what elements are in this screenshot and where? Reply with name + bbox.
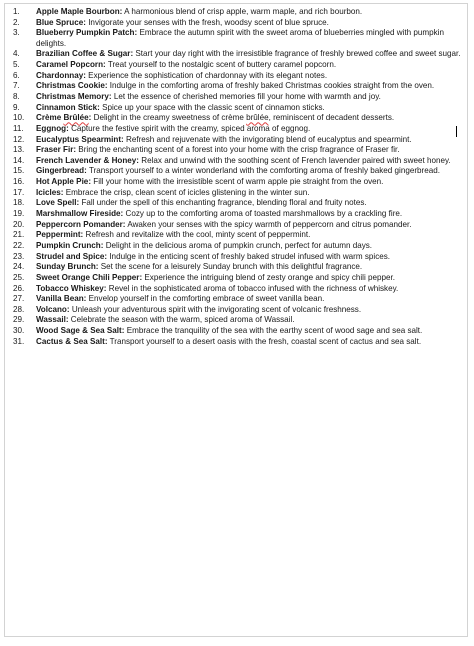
list-item-text xyxy=(36,60,461,71)
scent-description: Envelop yourself in the comforting embrace of sweet vanilla bean. xyxy=(88,294,325,304)
scent-name: Blue Spruce: xyxy=(36,17,86,27)
list-item xyxy=(9,92,461,103)
list-number: 1. xyxy=(13,7,20,16)
scent-name: Strudel and Spice: xyxy=(36,251,108,261)
scent-description: Let the essence of cherished memories fill your home with warmth and joy. xyxy=(113,91,381,101)
list-item xyxy=(9,337,461,348)
list-item xyxy=(9,315,461,326)
scent-name: Wassail: xyxy=(36,315,69,325)
scent-name: Peppercorn Pomander: xyxy=(36,219,126,229)
scent-name: Cactus & Sea Salt: xyxy=(36,336,108,346)
list-number: 10. xyxy=(13,113,25,123)
list-item-text xyxy=(36,177,461,188)
list-item-text xyxy=(36,81,461,92)
scent-description: Indulge in the enticing scent of freshly baked strudel infused with warm spices. xyxy=(109,251,391,261)
list-item xyxy=(9,145,461,156)
list-item xyxy=(9,124,461,135)
scent-description: Celebrate the season with the warm, spiced aroma of Wassail. xyxy=(70,315,295,325)
scent-name: Christmas Cookie: xyxy=(36,81,108,91)
list-item xyxy=(9,305,461,316)
list-item-text xyxy=(36,273,461,284)
scent-description: Indulge in the comforting aroma of freshly baked Christmas cookies straight from the oven. xyxy=(109,81,435,91)
scent-name: Peppermint: xyxy=(36,230,84,240)
scent-description: Treat yourself to the nostalgic scent of buttery caramel popcorn. xyxy=(107,60,337,70)
scent-name: Caramel Popcorn: xyxy=(36,60,106,70)
scent-description: Fill your home with the irresistible scent of warm apple pie straight from the oven. xyxy=(93,177,384,187)
scent-description: Fall under the spell of this enchanting fragrance, blending floral and fruity notes. xyxy=(81,198,367,208)
list-item-text xyxy=(36,305,461,316)
text-cursor xyxy=(456,126,457,137)
list-item-text xyxy=(36,124,461,135)
list-number: 16. xyxy=(13,177,25,187)
scent-name: Brazilian Coffee & Sugar: xyxy=(36,49,134,59)
list-item-text xyxy=(36,71,461,82)
list-item-text xyxy=(36,294,461,305)
list-item-text xyxy=(36,113,461,124)
list-item-text xyxy=(36,337,461,348)
scent-description: Delight in the creamy sweetness of crème brûlée, reminiscent of decadent desserts. xyxy=(93,113,395,123)
scent-name: Chardonnay: xyxy=(36,70,86,80)
scent-description: Revel in the sophisticated aroma of tobacco infused with the richness of whiskey. xyxy=(108,283,399,293)
list-number: 21. xyxy=(13,230,25,240)
scent-description: Refresh and rejuvenate with the invigorating blend of eucalyptus and spearmint. xyxy=(125,134,412,144)
scent-name: Icicles: xyxy=(36,187,64,197)
scent-description: Spice up your space with the classic scent of cinnamon sticks. xyxy=(102,102,325,112)
list-number: 12. xyxy=(13,134,25,144)
list-item-text xyxy=(36,198,461,209)
list-item xyxy=(9,273,461,284)
list-item-text xyxy=(36,49,461,60)
list-number: 30. xyxy=(13,326,25,336)
list-number: 5. xyxy=(13,60,20,70)
scent-name: Eggnog: xyxy=(36,123,69,133)
list-number: 4. xyxy=(13,49,20,59)
scent-name: French Lavender & Honey: xyxy=(36,155,139,165)
scent-list xyxy=(9,7,461,347)
list-item xyxy=(9,252,461,263)
scent-description: Transport yourself to a desert oasis with the fresh, coastal scent of cactus and sea salt. xyxy=(109,336,422,346)
list-number: 20. xyxy=(13,219,25,229)
list-number: 29. xyxy=(13,315,25,325)
list-number: 17. xyxy=(13,187,25,197)
scent-description: Experience the sophistication of chardonnay with its elegant notes. xyxy=(88,70,328,80)
list-item xyxy=(9,241,461,252)
list-item xyxy=(9,81,461,92)
list-number: 28. xyxy=(13,304,25,314)
list-item-text xyxy=(36,166,461,177)
list-item xyxy=(9,113,461,124)
list-item-text xyxy=(36,18,461,29)
list-item xyxy=(9,49,461,60)
list-number: 27. xyxy=(13,294,25,304)
list-item-text xyxy=(36,103,461,114)
list-number: 11. xyxy=(13,123,24,133)
list-item-text xyxy=(36,145,461,156)
list-number: 19. xyxy=(13,209,25,219)
list-item-text xyxy=(36,135,461,146)
list-number: 7. xyxy=(13,81,20,91)
list-item xyxy=(9,284,461,295)
list-item-text xyxy=(36,7,461,18)
list-number: 22. xyxy=(13,240,25,250)
scent-name: Tobacco Whiskey: xyxy=(36,283,107,293)
list-item xyxy=(9,156,461,167)
scent-name: Fraser Fir: xyxy=(36,145,77,155)
scent-description: Embrace the autumn spirit with the sweet aroma of blueberries mingled with pumpkin delights. xyxy=(36,28,445,48)
list-number: 26. xyxy=(13,283,25,293)
scent-name: Vanilla Bean: xyxy=(36,294,87,304)
scent-description: Awaken your senses with the spicy warmth of peppercorn and citrus pomander. xyxy=(127,219,412,229)
scent-name: Sunday Brunch: xyxy=(36,262,99,272)
list-item-text xyxy=(36,209,461,220)
list-item-text xyxy=(36,92,461,103)
list-number: 18. xyxy=(13,198,25,208)
scent-description: Unleash your adventurous spirit with the invigorating scent of volcanic freshness. xyxy=(71,304,362,314)
list-number: 8. xyxy=(13,91,20,101)
list-number: 31. xyxy=(13,336,25,346)
list-item-text xyxy=(36,220,461,231)
scent-name: Blueberry Pumpkin Patch: xyxy=(36,28,138,38)
list-number: 13. xyxy=(13,145,25,155)
scent-name: Eucalyptus Spearmint: xyxy=(36,134,124,144)
list-item xyxy=(9,177,461,188)
list-item xyxy=(9,103,461,114)
list-number: 6. xyxy=(13,70,20,80)
list-item-text xyxy=(36,315,461,326)
scent-name: Pumpkin Crunch: xyxy=(36,240,104,250)
scent-name: Apple Maple Bourbon: xyxy=(36,7,123,16)
list-item xyxy=(9,198,461,209)
list-item-text xyxy=(36,230,461,241)
scent-name: Sweet Orange Chili Pepper: xyxy=(36,272,143,282)
list-item xyxy=(9,209,461,220)
list-item xyxy=(9,28,461,49)
document-page[interactable] xyxy=(4,3,468,637)
scent-description: Bring the enchanting scent of a forest into your home with the crisp fragrance of Fraser fir. xyxy=(78,145,400,155)
list-number: 9. xyxy=(13,102,20,112)
list-item xyxy=(9,294,461,305)
list-item-text xyxy=(36,252,461,263)
list-number: 23. xyxy=(13,251,25,261)
list-number: 3. xyxy=(13,28,20,38)
scent-description: Invigorate your senses with the fresh, woodsy scent of blue spruce. xyxy=(88,17,329,27)
scent-name: Marshmallow Fireside: xyxy=(36,209,124,219)
list-item xyxy=(9,230,461,241)
list-item-text xyxy=(36,28,461,49)
scent-description: Transport yourself to a winter wonderland with the comforting aroma of freshly baked gingerbread. xyxy=(88,166,440,176)
list-item-text xyxy=(36,241,461,252)
scent-description: Start your day right with the irresistible fragrance of freshly brewed coffee and sweet sugar. xyxy=(135,49,461,59)
scent-name: Love Spell: xyxy=(36,198,80,208)
list-number: 24. xyxy=(13,262,25,272)
list-number: 15. xyxy=(13,166,25,176)
scent-description: Set the scene for a leisurely Sunday brunch with this delightful fragrance. xyxy=(100,262,363,272)
scent-description: Embrace the tranquility of the sea with the earthy scent of wood sage and sea salt. xyxy=(126,326,423,336)
scent-name: Christmas Memory: xyxy=(36,91,112,101)
scent-name: Hot Apple Pie: xyxy=(36,177,92,187)
list-item-text xyxy=(36,262,461,273)
list-item-text xyxy=(36,188,461,199)
list-item xyxy=(9,326,461,337)
scent-name: Wood Sage & Sea Salt: xyxy=(36,326,125,336)
scent-name: Crème Brûlée: xyxy=(36,113,92,123)
list-item xyxy=(9,262,461,273)
list-item-text xyxy=(36,284,461,295)
list-item xyxy=(9,60,461,71)
scent-description: A harmonious blend of crisp apple, warm maple, and rich bourbon. xyxy=(124,7,363,16)
scent-name: Volcano: xyxy=(36,304,70,314)
list-item xyxy=(9,71,461,82)
scent-description: Delight in the delicious aroma of pumpkin crunch, perfect for autumn days. xyxy=(105,240,373,250)
list-item xyxy=(9,166,461,177)
list-number: 25. xyxy=(13,272,25,282)
list-item xyxy=(9,135,461,146)
list-number: 14. xyxy=(13,155,25,165)
scent-name: Gingerbread: xyxy=(36,166,87,176)
list-item xyxy=(9,220,461,231)
scent-name: Cinnamon Stick: xyxy=(36,102,100,112)
list-number: 2. xyxy=(13,17,20,27)
scent-description: Experience the intriguing blend of zesty orange and spicy chili pepper. xyxy=(144,272,396,282)
list-item xyxy=(9,7,461,18)
list-item xyxy=(9,188,461,199)
list-item-text xyxy=(36,156,461,167)
list-item xyxy=(9,18,461,29)
scent-description: Cozy up to the comforting aroma of toasted marshmallows by a crackling fire. xyxy=(125,209,403,219)
list-item-text xyxy=(36,326,461,337)
scent-description: Refresh and revitalize with the cool, minty scent of peppermint. xyxy=(85,230,311,240)
scent-description: Relax and unwind with the soothing scent of French lavender paired with sweet honey. xyxy=(141,155,451,165)
scent-description: Embrace the crisp, clean scent of icicles glistening in the winter sun. xyxy=(65,187,310,197)
scent-description: Capture the festive spirit with the creamy, spiced aroma of eggnog. xyxy=(71,123,311,133)
